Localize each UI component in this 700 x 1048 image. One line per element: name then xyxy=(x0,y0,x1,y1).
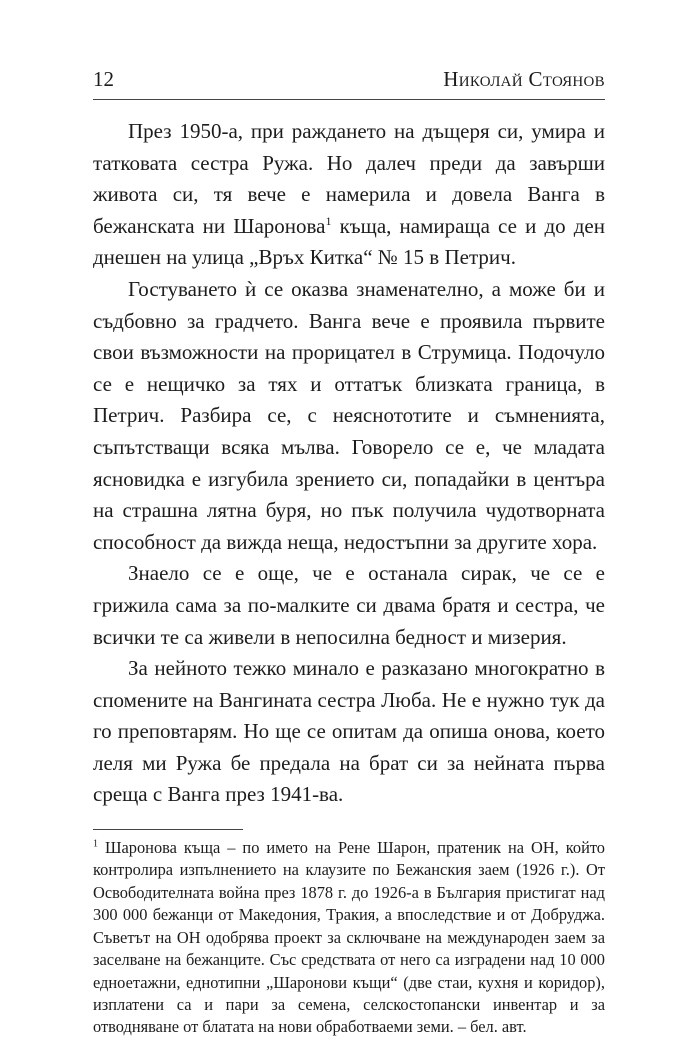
footnote-reference: 1 xyxy=(325,213,332,228)
paragraph-text: През 1950-а, при раждането на дъщеря си, умира и татковата сестра Ружа. Но далеч преди да завърши живота си, тя вече е намерила и довела Ванга в бежанската ни Шаронова xyxy=(93,119,605,238)
footnote xyxy=(93,837,605,1039)
footnote-marker: 1 xyxy=(93,838,98,850)
paragraph: Гостуването ѝ се оказва знаменателно, а може би и съдбовно за градчето. Ванга вече е проявила първите свои възможности на прорицател в Струмица. Подочуло се е нещичко за тях и оттатък близката граница, в Петрич. Разбира се, с неяснототите и съмненията, съпътстващи всяка мълва. Говорело се е, че младата ясновидка е изгубила зрението си, попадайки в центъра на страшна лятна буря, но пък получила чудотворната способност да вижда неща, недостъпни за другите хора. xyxy=(93,276,605,554)
paragraph: За нейното тежко минало е разказано многократно в спомените на Вангината сестра Люба. Не е нужно тук да го преповтарям. Но ще се опитам да опиша онова, което леля ми Ружа бе предала на брат си за нейната първа среща с Ванга през 1941-ва. xyxy=(93,656,605,807)
paragraph xyxy=(93,116,605,274)
book-page xyxy=(93,66,605,1039)
paragraph: Знаело се е още, че е останала сирак, че се е грижила сама за по-малките си двама братя и сестра, че всички те са живели в непосилна бедност и мизерия. xyxy=(93,561,605,649)
paragraph-text: къща, намираща се и до ден днешен на улица „Връх Китка“ № 15 в Петрич. xyxy=(93,213,605,270)
footnote-divider xyxy=(93,829,243,830)
body-text xyxy=(93,116,605,811)
footnote-text: Шаронова къща – по името на Рене Шарон, пратеник на ОН, който контролира изпълнението на клаузите по Бежанския заем (1926 г.). От Освободителната война през 1878 г. до 1926-а в България пристигат над 300 000 бежанци от Македония, Тракия, а впоследствие и от Добруджа. Съветът на ОН одобрява проект за сключване на международен заем за заселване на бежанците. Със средствата от него са изградени над 10 000 едноетажни, еднотипни „Шаронови къщи“ (две стаи, кухня и коридор), изплатени са и пари за семена, селскостопански инвентар и за отводняване от блатата на нови обработваеми земи. – бел. авт. xyxy=(93,838,605,1037)
running-head xyxy=(93,66,605,100)
page-number: 12 xyxy=(93,67,114,91)
author-name: Николай Стоянов xyxy=(443,67,605,91)
